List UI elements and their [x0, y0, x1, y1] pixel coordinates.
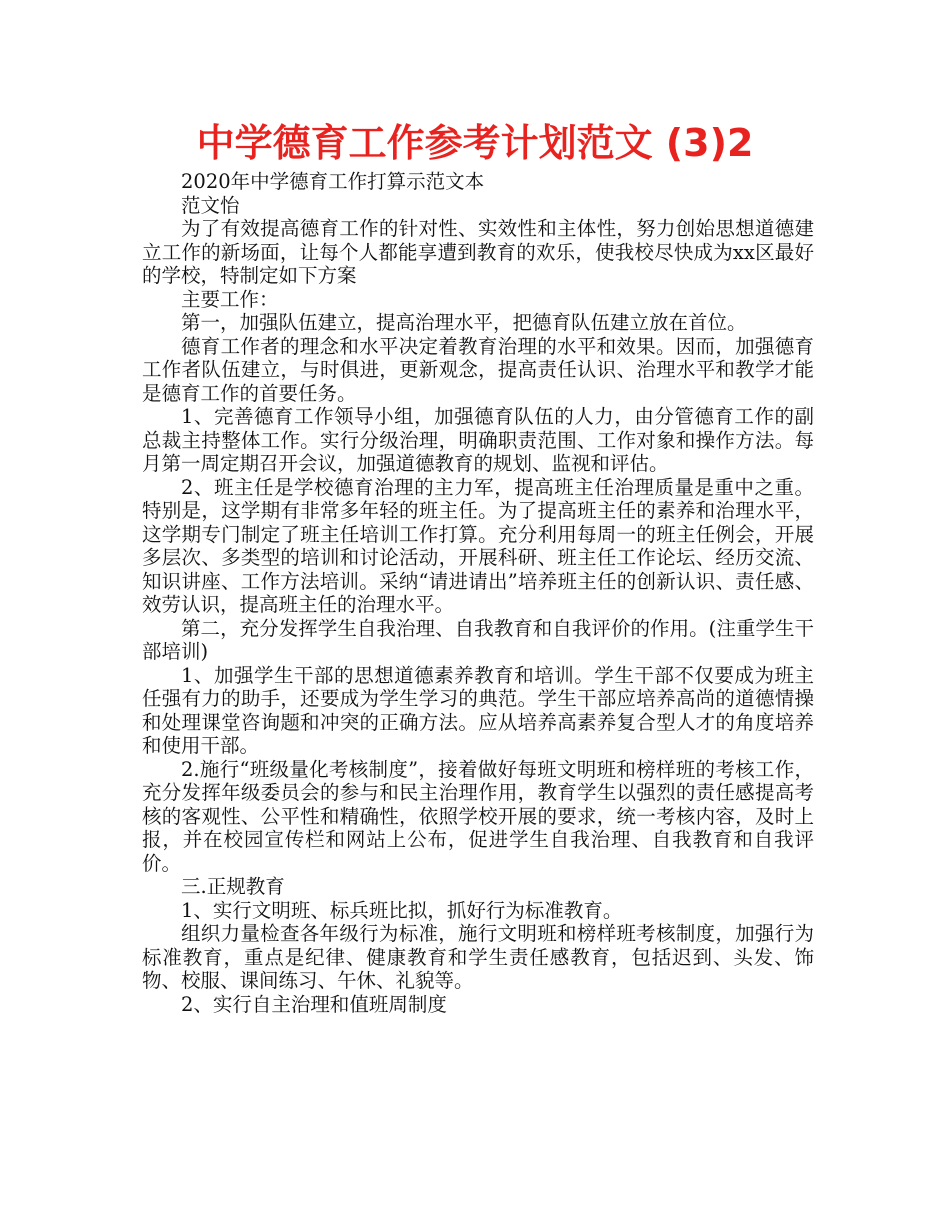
paragraph: 2、班主任是学校德育治理的主力军，提高班主任治理质量是重中之重。特别是，这学期有非常多年轻的班主任。为了提高班主任的素养和治理水平，这学期专门制定了班主任培训工作打算。充分利用每周一的班主任例会，开展多层次、多类型的培训和讨论活动，开展科研、班主任工作论坛、经历交流、知识讲座、工作方法培训。采纳“请进请出”培养班主任的创新认识、责任感、效劳认识，提高班主任的治理水平。	[142, 475, 814, 616]
paragraph: 第二，充分发挥学生自我治理、自我教育和自我评价的作用。(注重学生干部培训)	[142, 616, 814, 663]
paragraph: 2.施行“班级量化考核制度”，接着做好每班文明班和榜样班的考核工作，充分发挥年级委员会的参与和民主治理作用，教育学生以强烈的责任感提高考核的客观性、公平性和精确性，依照学校开展的要求，统一考核内容，及时上报，并在校园宣传栏和网站上公布，促进学生自我治理、自我教育和自我评价。	[142, 757, 814, 875]
paragraph: 1、实行文明班、标兵班比拟，抓好行为标准教育。	[181, 898, 623, 922]
paragraph: 1、加强学生干部的思想道德素养教育和培训。学生干部不仅要成为班主任强有力的助手，还要成为学生学习的典范。学生干部应培养高尚的道德情操和处理课堂咨询题和冲突的正确方法。应从培养高素养复合型人才的角度培养和使用干部。	[142, 663, 814, 757]
paragraph: 2、实行自主治理和值班周制度	[181, 992, 447, 1016]
paragraph: 范文怡	[181, 193, 240, 217]
paragraph: 三.正规教育	[181, 875, 285, 898]
paragraph: 德育工作者的理念和水平决定着教育治理的水平和效果。因而，加强德育工作者队伍建立，与时俱进，更新观念，提高责任认识、治理水平和教学才能是德育工作的首要任务。	[142, 334, 814, 405]
paragraph: 为了有效提高德育工作的针对性、实效性和主体性，努力创始思想道德建立工作的新场面，让每个人都能享遭到教育的欢乐，使我校尽快成为xx区最好的学校，特制定如下方案	[142, 217, 814, 287]
paragraph: 组织力量检查各年级行为标准，施行文明班和榜样班考核制度，加强行为标准教育，重点是纪律、健康教育和学生责任感教育，包括迟到、头发、饰物、校服、课间练习、午休、礼貌等。	[142, 922, 814, 992]
paragraph: 1、完善德育工作领导小组，加强德育队伍的人力，由分管德育工作的副总裁主持整体工作。实行分级治理，明确职责范围、工作对象和操作方法。每月第一周定期召开会议，加强道德教育的规划、监视和评估。	[142, 405, 814, 475]
paragraph: 主要工作：	[181, 287, 279, 311]
paragraph: 第一，加强队伍建立，提高治理水平，把德育队伍建立放在首位。	[181, 311, 747, 334]
document-body	[142, 170, 814, 1016]
document-title: 中学德育工作参考计划范文 (3)2	[196, 121, 754, 165]
paragraph: 2020年中学德育工作打算示范文本	[181, 170, 485, 193]
